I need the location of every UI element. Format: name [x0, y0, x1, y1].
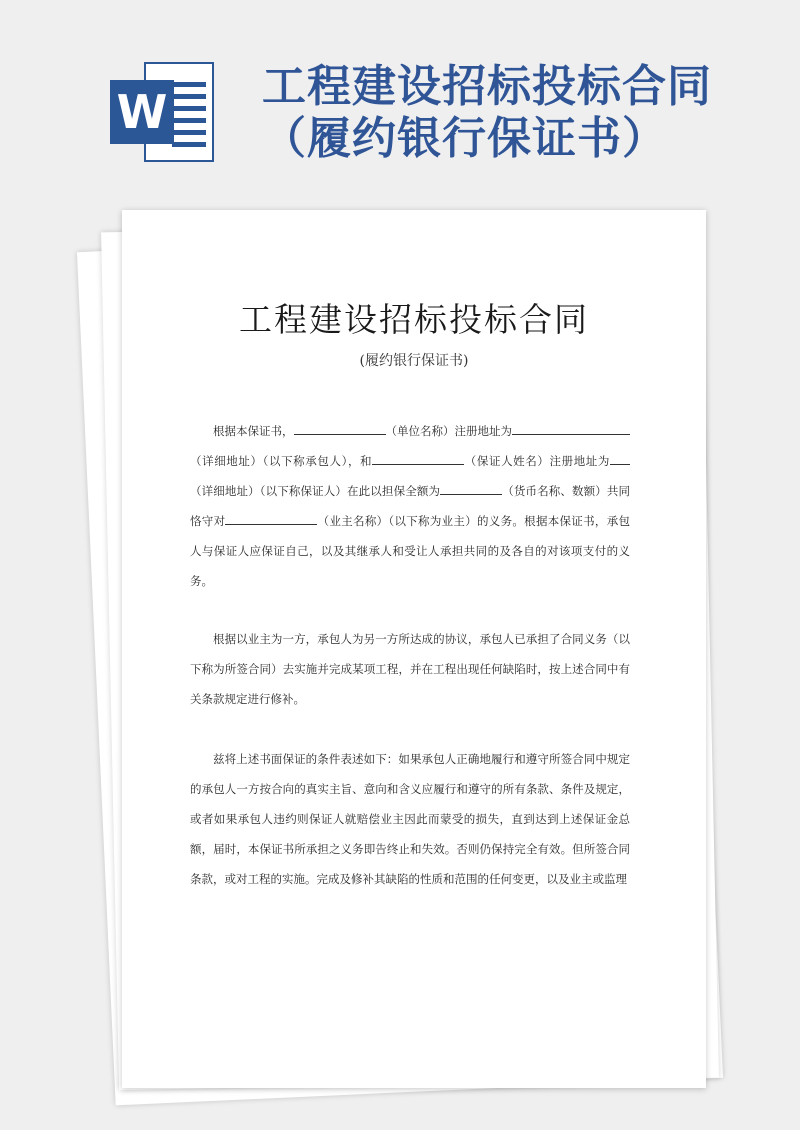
- p1-text-3: （详细地址）（以下称承包人），和: [190, 454, 373, 468]
- p1-text-5: （详细地址）（以下称保证人）在此以担保全额为: [190, 484, 441, 498]
- document-title: 工程建设招标投标合同: [239, 300, 589, 339]
- p1-text-6: （货币名称、数额）共同恪守对: [190, 484, 631, 528]
- p1-text-4: （保证人姓名）注册地址为: [464, 454, 610, 468]
- document-page: [122, 210, 706, 1088]
- blank-owner-name: [225, 513, 317, 526]
- p1-text-7: （业主名称）（以下称为业主）的义务。根据本保证书，承包人与保证人应保证自己，以及其继承人和受让人承担共同的及各自的对该项支付的义务。: [190, 514, 630, 588]
- blank-unit-name: [294, 423, 386, 436]
- word-letter-badge: W: [110, 80, 174, 144]
- blank-amount: [440, 483, 502, 496]
- blank-address-1: [512, 423, 630, 436]
- blank-guarantor-name: [372, 453, 464, 466]
- document-subtitle: (履约银行保证书): [359, 353, 469, 369]
- blank-address-2: [610, 453, 630, 466]
- paragraph-1: [190, 416, 630, 596]
- p1-text-1: 根据本保证书，: [213, 424, 294, 438]
- paragraph-2: 根据以业主为一方，承包人为另一方所达成的协议，承包人已承担了合同义务（以下称为所签合同）去实施并完成某项工程，并在工程出现任何缺陷时，按上述合同中有关条款规定进行修补。: [190, 632, 630, 706]
- word-document-icon: [110, 62, 214, 162]
- banner: [0, 0, 800, 200]
- paragraph-3: 兹将上述书面保证的条件表述如下：如果承包人正确地履行和遵守所签合同中规定的承包人一方按合向的真实主旨、意向和含义应履行和遵守的所有条款、条件及规定，或者如果承包人违约则保证人就赔偿业主因此而蒙受的损失，直到达到上述保证金总额，届时，本保证书所承担之义务即告终止和失效。否则仍保持完全有效。但所签合同条款，或对工程的实施。完成及修补其缺陷的性质和范围的任何变更，以及业主或监理: [190, 752, 630, 886]
- banner-title-line-2: （履约银行保证书）: [262, 113, 667, 164]
- p1-text-2: （单位名称）注册地址为: [385, 424, 512, 438]
- banner-title-line-1: 工程建设招标投标合同: [262, 61, 712, 112]
